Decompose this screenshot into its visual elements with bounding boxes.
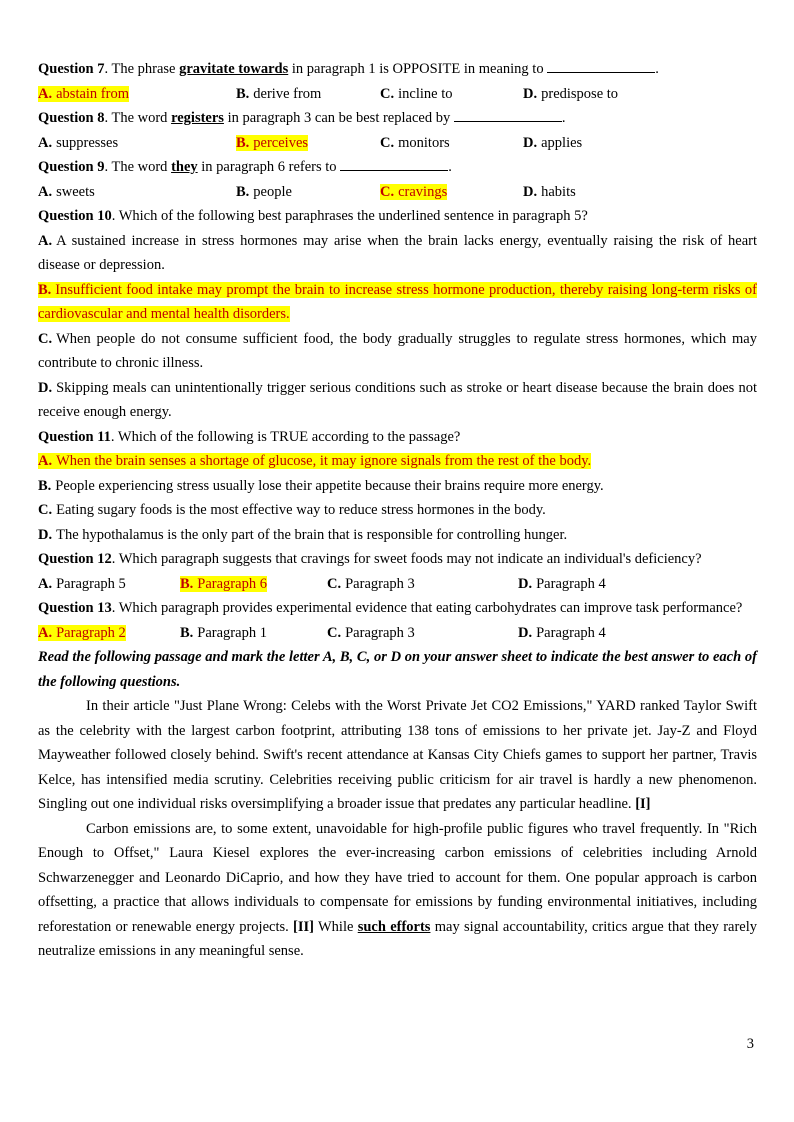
question-13-option-a: A. Paragraph 2 <box>38 624 126 641</box>
question-11-option-d: D. The hypothalamus is the only part of the brain that is responsible for controlling hunger. <box>38 526 568 543</box>
question-13-options <box>38 621 757 646</box>
question-10-option-d: D. Skipping meals can unintentionally trigger serious conditions such as stroke or heart disease because the brain does not receive enough energy. <box>38 379 757 420</box>
question-7-label: Question 7 <box>38 61 105 77</box>
page-content <box>38 57 757 964</box>
question-7-option-d: D. predispose to <box>523 85 619 102</box>
question-10-option-c: C. When people do not consume sufficient food, the body gradually struggles to regulate stress hormones, which may contribute to chronic illness. <box>38 330 757 371</box>
passage-paragraph-2: Carbon emissions are, to some extent, unavoidable for high-profile public figures who travel frequently. In "Rich Enough to Offset," Laura Kiesel explores the ever-increasing carbon emissions of celebrities including Arnold Schwarzenegger and Leonardo DiCaprio, and how they have tried to account for them. One popular approach is carbon offsetting, a practice that allows individuals to compensate for emissions by funding environmental initiatives, including reforestation or renewable energy projects. [II] While such efforts may signal accountability, critics argue that they rarely neutralize emissions in any meaningful sense. <box>38 820 757 959</box>
question-13-option-b: B. Paragraph 1 <box>180 624 267 641</box>
question-9-stem: Question 9. The word they in paragraph 6 refers to . <box>38 159 452 175</box>
underlined-term: such efforts <box>357 918 431 935</box>
question-9-option-b: B. people <box>236 183 292 200</box>
question-10-option-a: A. A sustained increase in stress hormones may arise when the brain lacks energy, eventually raising the risk of heart disease or depression. <box>38 232 757 273</box>
question-12-option-a: A. Paragraph 5 <box>38 575 126 592</box>
underlined-term: registers <box>171 110 224 126</box>
question-13-stem: Question 13. Which paragraph provides experimental evidence that eating carbohydrates can improve task performance? <box>38 600 743 616</box>
question-9-option-c: C. cravings <box>380 183 448 200</box>
question-12-label: Question 12 <box>38 551 112 567</box>
question-8-options <box>38 131 757 156</box>
question-11-stem: Question 11. Which of the following is TRUE according to the passage? <box>38 428 461 445</box>
question-13-label: Question 13 <box>38 600 112 616</box>
question-7-option-c: C. incline to <box>380 85 453 102</box>
question-7-option-a: A. abstain from <box>38 85 129 102</box>
underlined-term: gravitate towards <box>179 61 289 77</box>
question-9-options <box>38 180 757 205</box>
answer-blank <box>454 108 562 122</box>
question-11-option-c: C. Eating sugary foods is the most effective way to reduce stress hormones in the body. <box>38 502 546 518</box>
question-8-option-c: C. monitors <box>380 134 450 151</box>
question-9-option-d: D. habits <box>523 183 576 200</box>
section-instruction: Read the following passage and mark the letter A, B, C, or D on your answer sheet to indicate the best answer to each of the following questions. <box>38 649 757 690</box>
insertion-marker-2: [II] <box>293 918 314 935</box>
question-12-option-b: B. Paragraph 6 <box>180 575 267 592</box>
question-8-option-b: B. perceives <box>236 134 309 151</box>
question-9-label: Question 9 <box>38 159 105 175</box>
answer-blank <box>547 59 655 73</box>
question-8-stem: Question 8. The word registers in paragraph 3 can be best replaced by . <box>38 110 566 126</box>
question-9-option-a: A. sweets <box>38 183 95 200</box>
question-7-options <box>38 82 757 107</box>
question-8-option-a: A. suppresses <box>38 134 119 151</box>
passage-paragraph-1: In their article "Just Plane Wrong: Celebs with the Worst Private Jet CO2 Emissions," YARD ranked Taylor Swift as the celebrity with the largest carbon footprint, attributing 138 tons of emissions to her private jet. Jay-Z and Floyd Mayweather followed closely behind. Swift's recent attendance at Kansas City Chiefs games to support her partner, Travis Kelce, has intensified media scrutiny. Celebrities receiving public criticism for air travel is hardly a new phenomenon. Singling out one individual risks oversimplifying a broader issue that predates any particular headline. [I] <box>38 698 757 812</box>
page-number: 3 <box>746 1036 754 1052</box>
question-10-stem: Question 10. Which of the following best paraphrases the underlined sentence in paragraph 5? <box>38 208 588 224</box>
question-13-option-c: C. Paragraph 3 <box>327 624 415 641</box>
question-10-label: Question 10 <box>38 208 112 224</box>
question-12-option-d: D. Paragraph 4 <box>518 575 606 592</box>
question-13-option-d: D. Paragraph 4 <box>518 624 606 641</box>
question-12-stem: Question 12. Which paragraph suggests that cravings for sweet foods may not indicate an individual's deficiency? <box>38 551 702 567</box>
answer-blank <box>340 157 448 171</box>
question-11-option-a: A. When the brain senses a shortage of glucose, it may ignore signals from the rest of the body. <box>38 453 592 469</box>
question-8-label: Question 8 <box>38 110 105 126</box>
question-11-option-b: B. People experiencing stress usually lose their appetite because their brains require more energy. <box>38 477 604 494</box>
insertion-marker-1: [I] <box>635 796 651 812</box>
question-7-option-b: B. derive from <box>236 85 322 102</box>
question-10-option-b: B. Insufficient food intake may prompt the brain to increase stress hormone production, thereby raising long-term risks of cardiovascular and mental health disorders. <box>38 281 757 322</box>
question-11-label: Question 11 <box>38 428 111 445</box>
question-12-options <box>38 572 757 597</box>
question-12-option-c: C. Paragraph 3 <box>327 575 415 592</box>
question-7-stem: Question 7. The phrase gravitate towards in paragraph 1 is OPPOSITE in meaning to . <box>38 61 659 77</box>
underlined-term: they <box>171 159 198 175</box>
question-8-option-d: D. applies <box>523 134 583 151</box>
